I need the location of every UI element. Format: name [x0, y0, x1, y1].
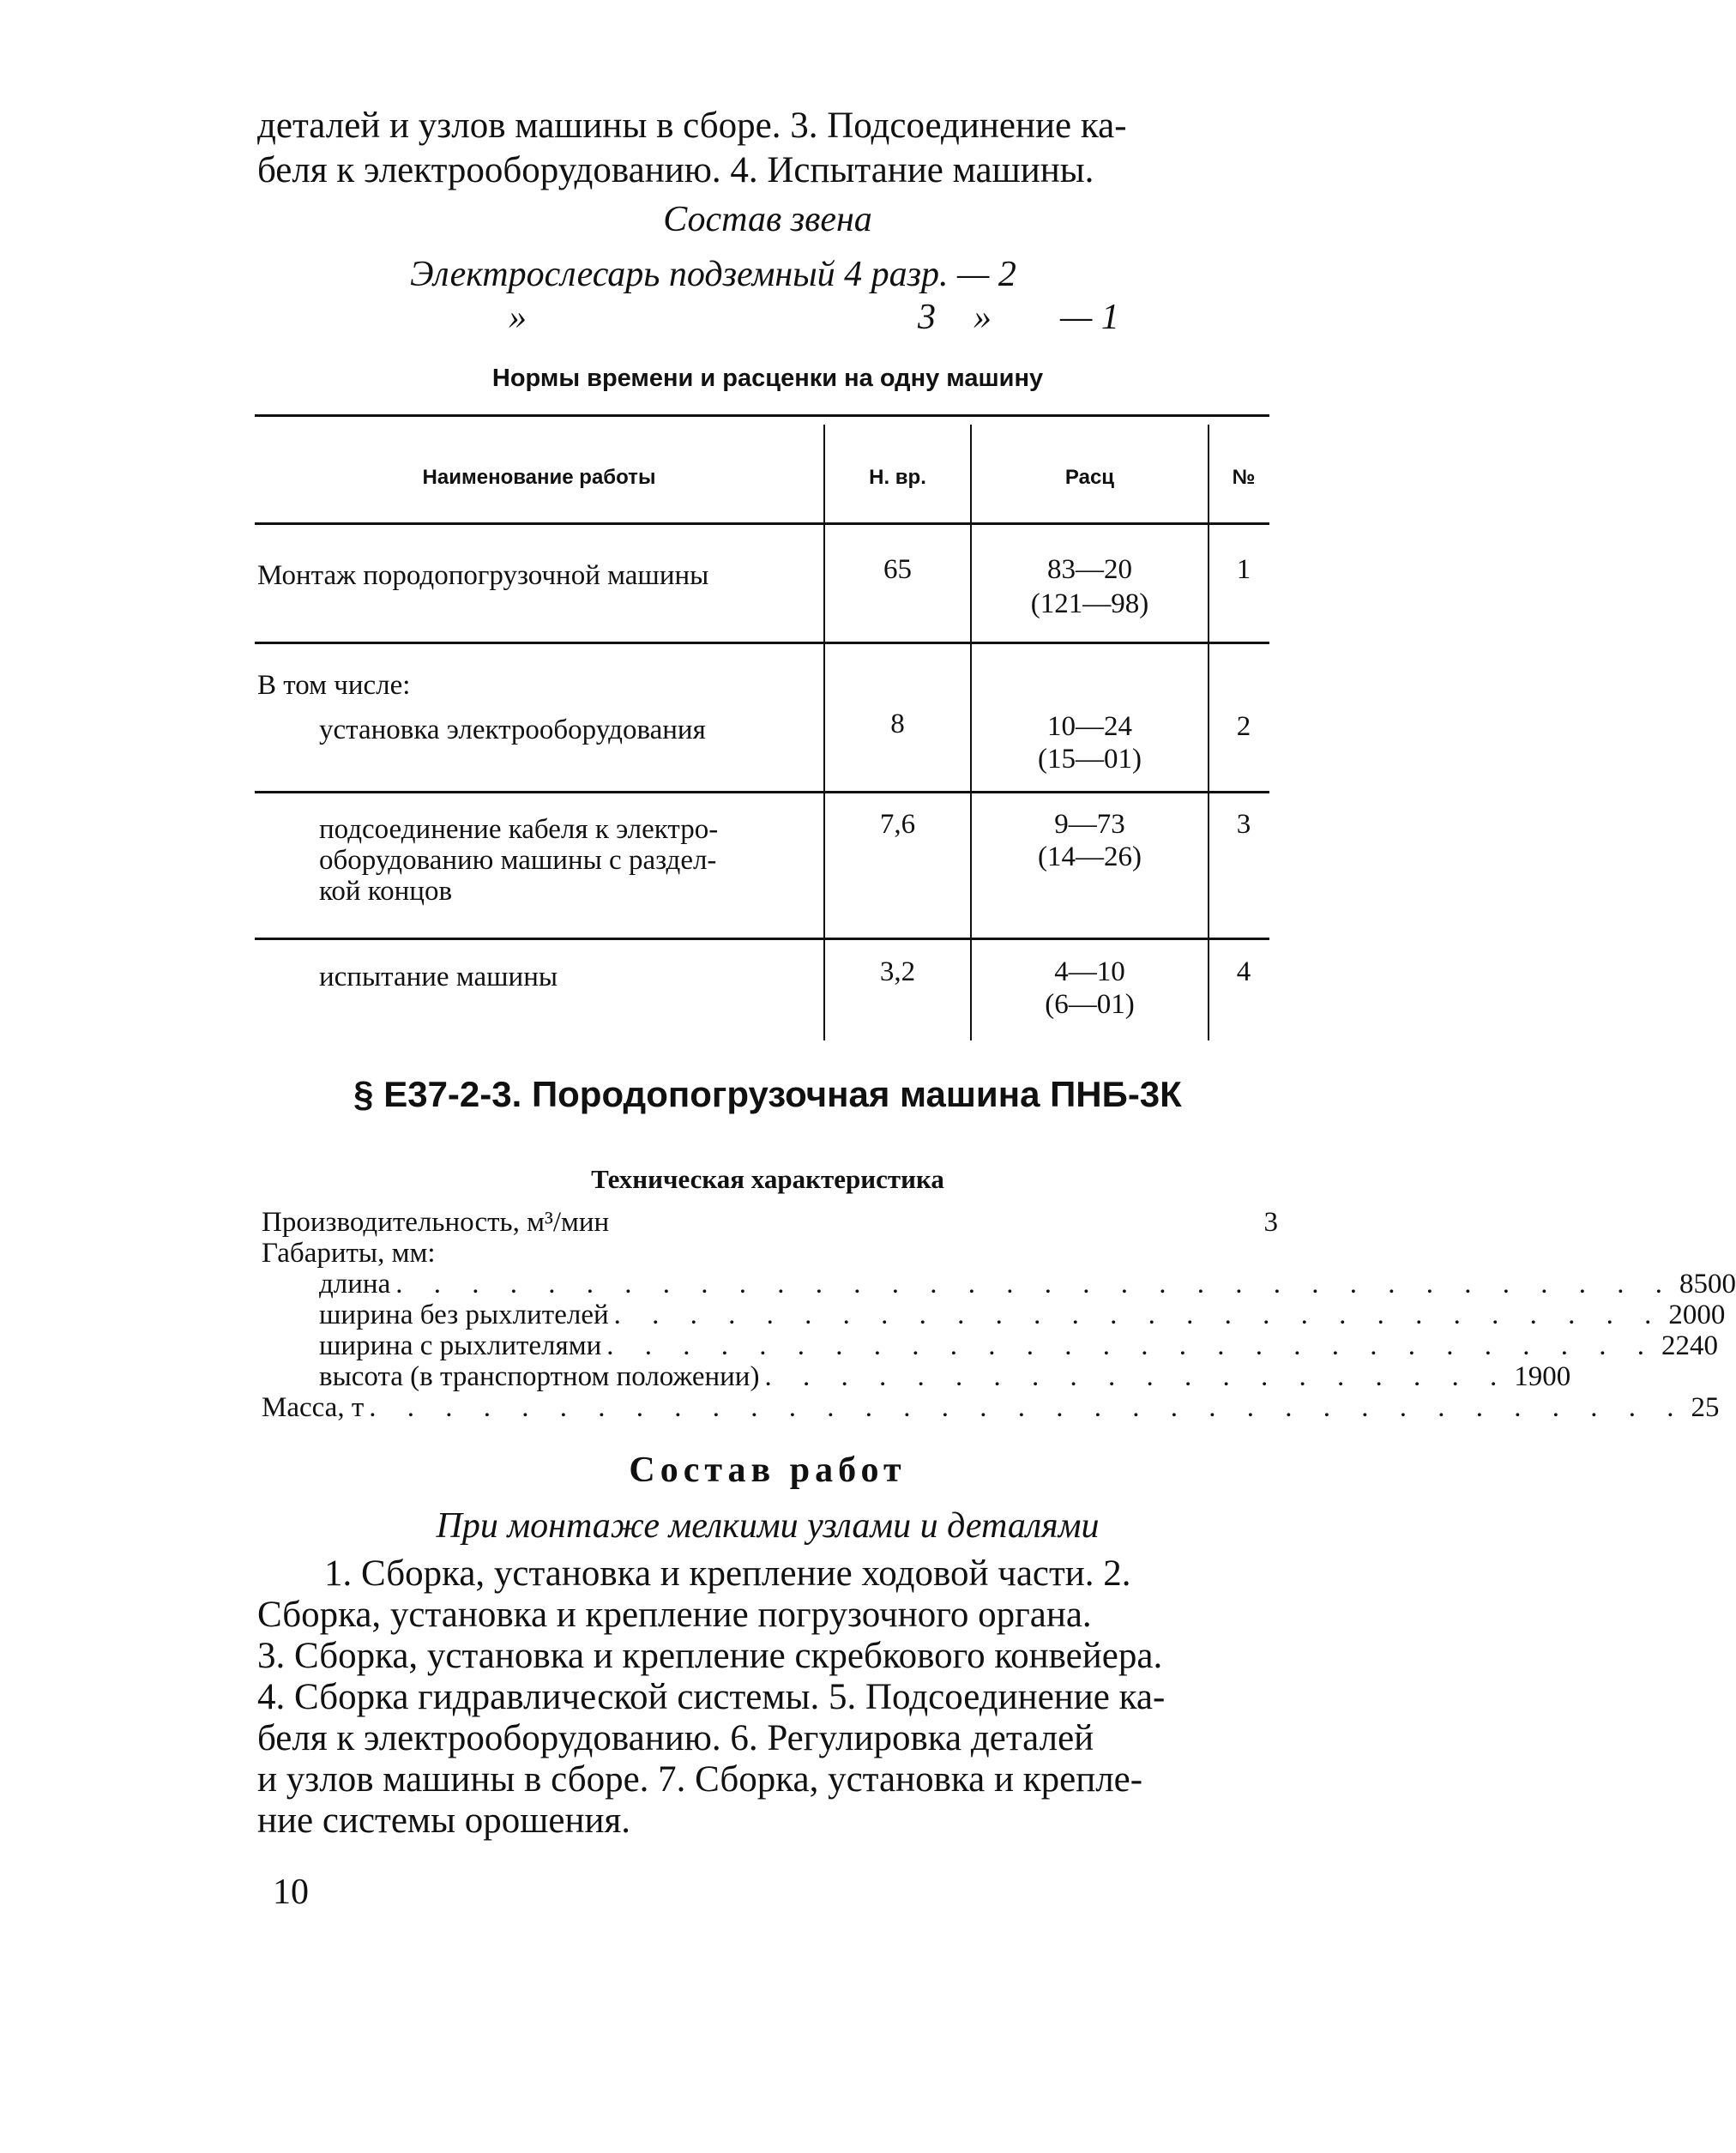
row3-rate: 9—73 — [1054, 809, 1125, 840]
row4-time: 3,2 — [879, 956, 916, 987]
norms-table-title: Нормы времени и расценки на одну машину — [491, 365, 1044, 392]
spec-width-with — [319, 1330, 1718, 1361]
spec-mass-label: Масса, т — [262, 1392, 365, 1423]
row1-time: 65 — [883, 554, 912, 585]
spec-width-with-value: 2240 — [1661, 1330, 1718, 1361]
row3-name-line-1: подсоединение кабеля к электро- — [319, 814, 719, 845]
works-line-6: и узлов машины в сборе. 7. Сборка, установка и крепле- — [257, 1759, 1143, 1800]
spec-productivity — [262, 1207, 1278, 1238]
spec-leader: . . . . . . . . . . . . . . . . . . . . . . . . . . . . . . . . . . — [395, 1269, 1674, 1300]
works-line-7: ние системы орошения. — [257, 1800, 631, 1841]
spec-height-label: высота (в транспортном положении) — [319, 1361, 760, 1392]
row4-rate-alt: (6—01) — [1045, 989, 1135, 1020]
spec-width-without-value: 2000 — [1668, 1300, 1726, 1330]
header-rate: Расц — [1064, 466, 1115, 489]
row4-no: 4 — [1236, 956, 1251, 987]
table-rule-header — [255, 522, 1269, 525]
row2-rate-alt: (15—01) — [1038, 744, 1142, 775]
works-line-1: 1. Сборка, установка и крепление ходовой части. 2. — [324, 1553, 1131, 1594]
crew-row-2-grade: 3 — [918, 298, 936, 337]
spec-productivity-value: 3 — [1263, 1207, 1278, 1238]
spec-leader — [614, 1207, 1258, 1238]
row4-rate: 4—10 — [1054, 956, 1125, 987]
spec-leader: . . . . . . . . . . . . . . . . . . . . . . . . . . . . — [606, 1330, 1656, 1361]
section-heading: § Е37-2-3. Породопогрузочная машина ПНБ-3К — [353, 1074, 1182, 1114]
works-title: Состав работ — [629, 1450, 907, 1490]
spec-leader: . . . . . . . . . . . . . . . . . . . . . . . . . . . . — [613, 1300, 1664, 1330]
table-rule-row1 — [255, 642, 1269, 644]
page-number: 10 — [273, 1873, 309, 1912]
works-line-4: 4. Сборка гидравлической системы. 5. Подсоединение ка- — [257, 1677, 1166, 1717]
intro-line-2: беля к электрооборудованию. 4. Испытание машины. — [257, 150, 1094, 190]
crew-title: Состав звена — [663, 200, 872, 239]
table-rule-row2 — [255, 791, 1269, 793]
spec-length-label: длина — [319, 1269, 391, 1300]
table-rule-row3 — [255, 938, 1269, 940]
row1-no: 1 — [1236, 554, 1251, 585]
header-no: № — [1232, 466, 1256, 489]
intro-line-1: деталей и узлов машины в сборе. 3. Подсоединение ка- — [257, 106, 1127, 146]
spec-width-without-label: ширина без рыхлителей — [319, 1300, 609, 1330]
row3-rate-alt: (14—26) — [1038, 841, 1142, 872]
row2-name: установка электрооборудования — [319, 715, 706, 745]
header-name: Наименование работы — [422, 466, 656, 489]
tech-title: Техническая характеристика — [591, 1164, 944, 1194]
crew-row-2-count: — 1 — [1060, 298, 1119, 337]
row2-rate: 10—24 — [1047, 711, 1132, 742]
works-subtitle: При монтаже мелкими узлами и деталями — [436, 1506, 1100, 1546]
works-line-5: беля к электрооборудованию. 6. Регулировка деталей — [257, 1718, 1094, 1758]
row3-no: 3 — [1236, 809, 1251, 840]
works-line-2: Сборка, установка и крепление погрузочного органа. — [257, 1595, 1092, 1635]
works-line-3: 3. Сборка, установка и крепление скребкового конвейера. — [257, 1636, 1163, 1676]
spec-mass — [262, 1392, 1720, 1423]
spec-leader: . . . . . . . . . . . . . . . . . . . . . . . . . . . . . . . . . . . — [369, 1392, 1686, 1423]
spec-length — [319, 1269, 1736, 1300]
row3-time: 7,6 — [879, 809, 916, 840]
spec-dimensions — [262, 1238, 1278, 1269]
crew-row-2-ditto2: » — [973, 298, 992, 337]
row2-no: 2 — [1236, 711, 1251, 742]
row4-name: испытание машины — [319, 962, 558, 992]
row1-name: Монтаж породопогрузочной машины — [257, 560, 709, 591]
spec-height — [319, 1361, 1571, 1392]
row3-name-line-3: кой концов — [319, 876, 453, 907]
table-rule-top — [255, 414, 1269, 417]
spec-height-value: 1900 — [1514, 1361, 1571, 1392]
row3-name-line-2: оборудованию машины с раздел- — [319, 845, 717, 876]
header-time: Н. вр. — [869, 466, 926, 489]
spec-length-value: 8500 — [1679, 1269, 1736, 1300]
crew-row-1: Электрослесарь подземный 4 разр. — 2 — [410, 255, 1016, 294]
spec-width-with-label: ширина с рыхлителями — [319, 1330, 602, 1361]
row1-rate-alt: (121—98) — [1030, 588, 1149, 619]
spec-mass-value: 25 — [1691, 1392, 1720, 1423]
spec-width-without — [319, 1300, 1726, 1330]
crew-row-2-ditto: » — [509, 298, 527, 337]
row1-rate: 83—20 — [1047, 554, 1132, 585]
row2-group: В том числе: — [257, 670, 411, 701]
spec-productivity-label: Производительность, м³/мин — [262, 1207, 610, 1238]
spec-dimensions-label: Габариты, мм: — [262, 1238, 436, 1269]
row2-time: 8 — [890, 709, 905, 739]
spec-leader: . . . . . . . . . . . . . . . . . . . . — [764, 1361, 1510, 1392]
